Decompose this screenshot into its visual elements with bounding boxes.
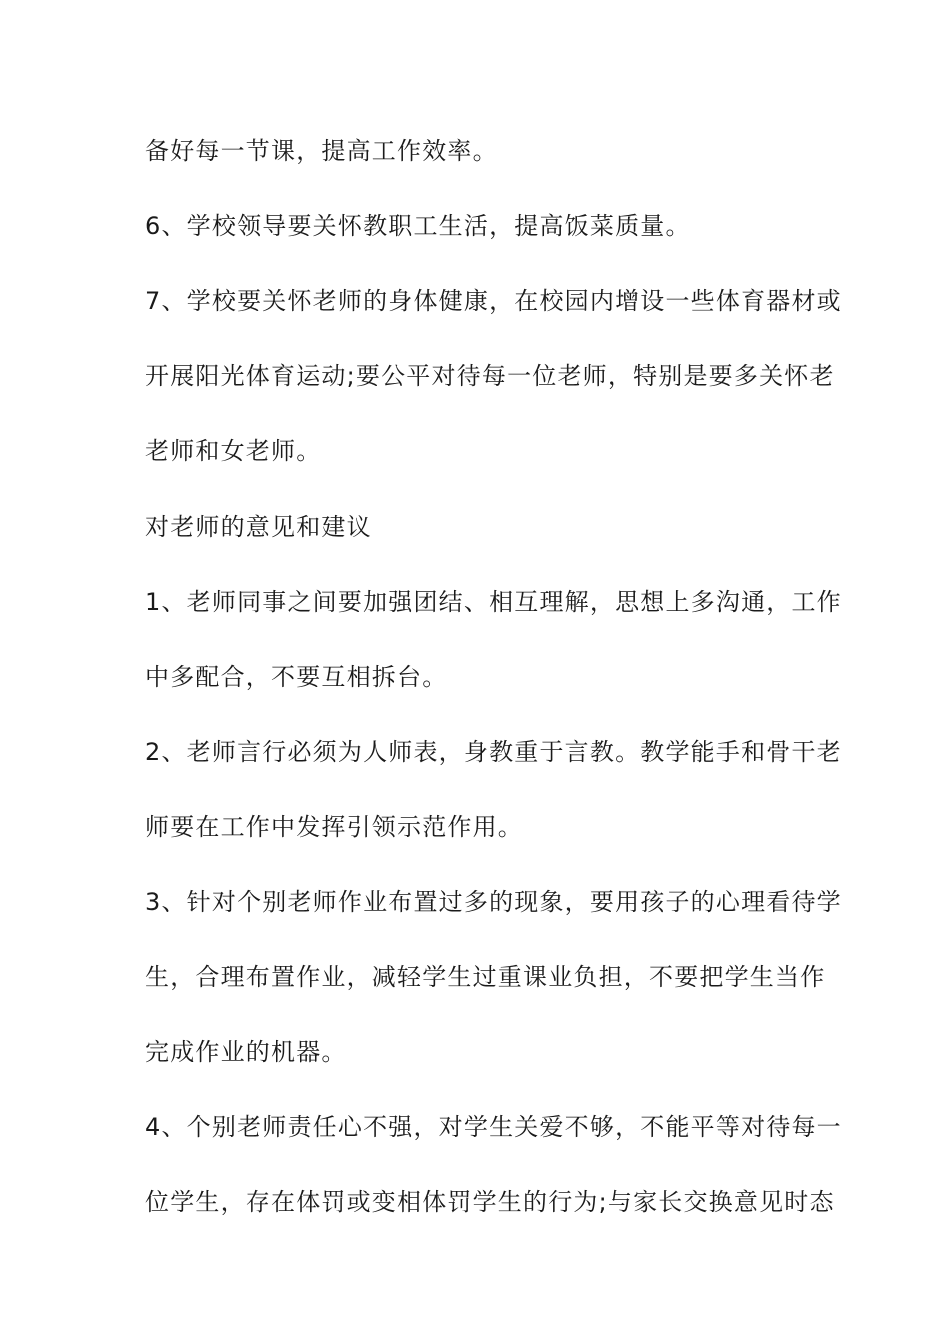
text-line: 备好每一节课，提高工作效率。: [145, 137, 498, 165]
text-line: 开展阳光体育运动;要公平对待每一位老师，特别是要多关怀老: [145, 362, 835, 390]
text-line: 师要在工作中发挥引领示范作用。: [145, 813, 523, 841]
text-line: 6、学校领导要关怀教职工生活，提高饭菜质量。: [145, 212, 691, 240]
text-line: 中多配合，不要互相拆台。: [145, 663, 448, 691]
text-line: 位学生，存在体罚或变相体罚学生的行为;与家长交换意见时态: [145, 1188, 835, 1216]
text-line: 完成作业的机器。: [145, 1038, 347, 1066]
text-line: 生，合理布置作业，减轻学生过重课业负担，不要把学生当作: [145, 963, 826, 991]
text-line: 老师和女老师。: [145, 437, 322, 465]
text-line: 7、学校要关怀老师的身体健康，在校园内增设一些体育器材或: [145, 287, 842, 315]
text-line: 2、老师言行必须为人师表，身教重于言教。教学能手和骨干老: [145, 738, 842, 766]
section-heading: 对老师的意见和建议: [145, 513, 372, 541]
text-line: 4、个别老师责任心不强，对学生关爱不够，不能平等对待每一: [145, 1113, 842, 1141]
text-line: 1、老师同事之间要加强团结、相互理解，思想上多沟通，工作: [145, 588, 842, 616]
text-line: 3、针对个别老师作业布置过多的现象，要用孩子的心理看待学: [145, 888, 842, 916]
